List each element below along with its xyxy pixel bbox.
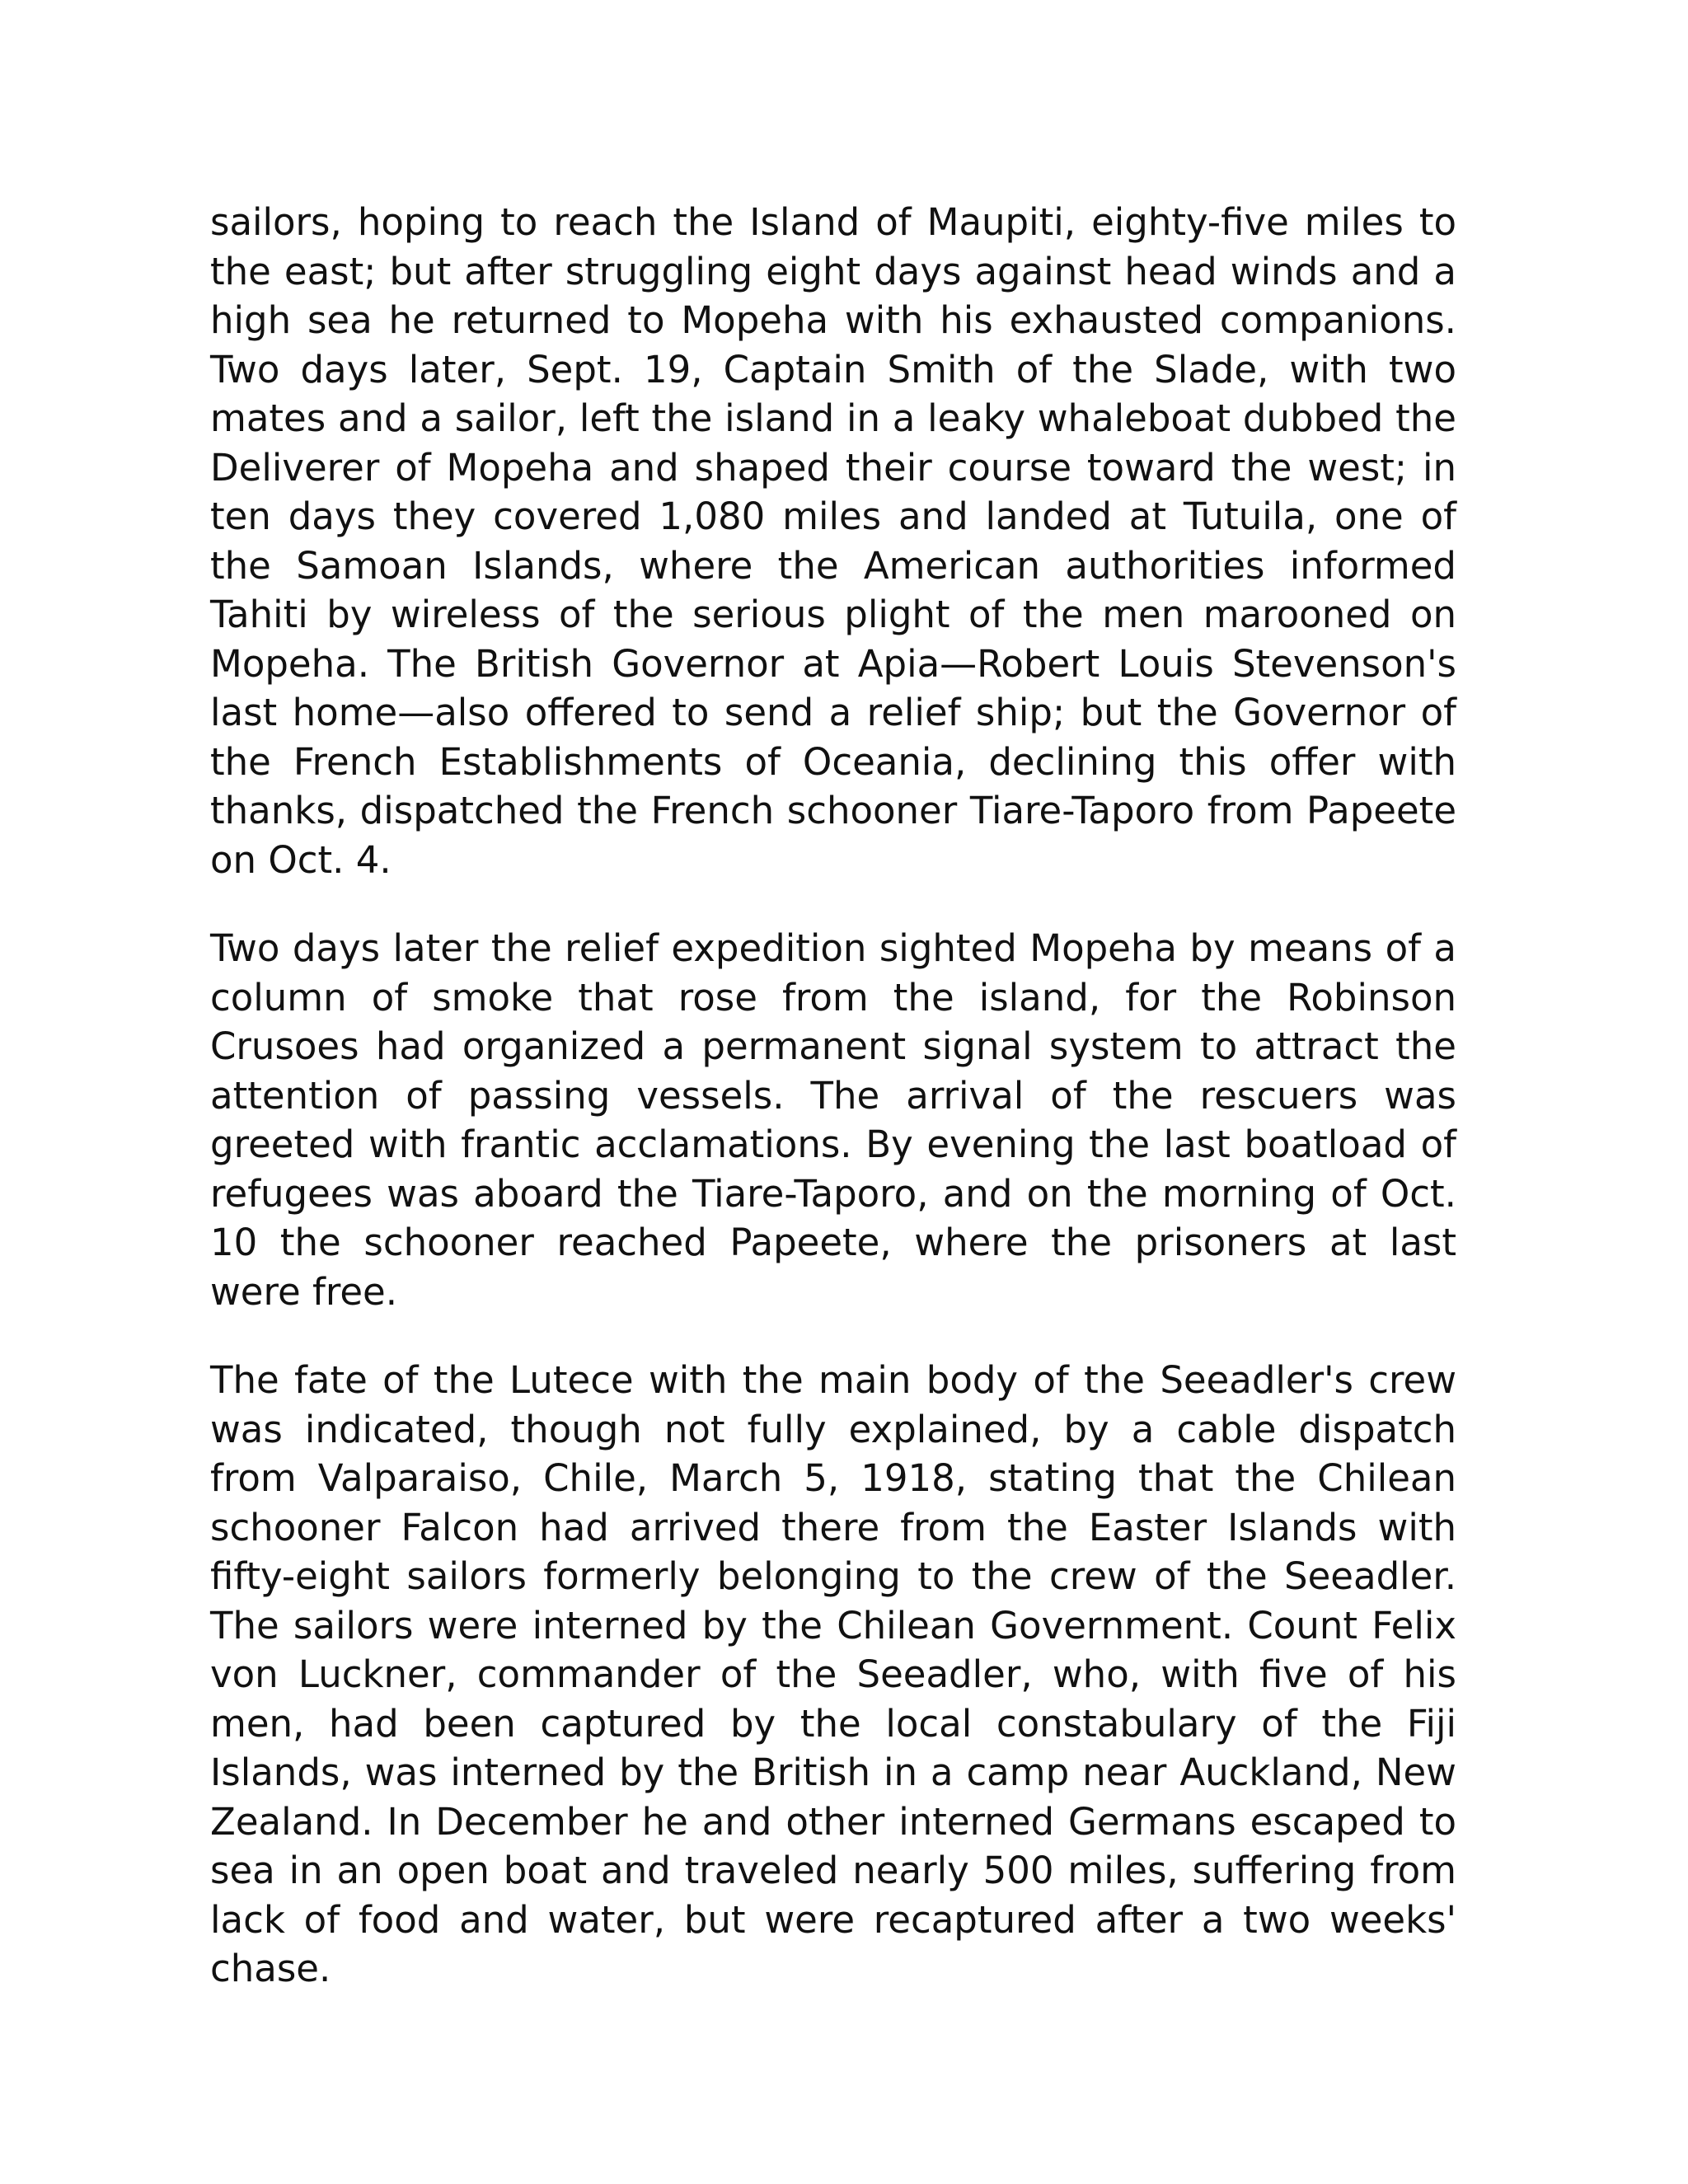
body-text: [210, 198, 1456, 2033]
paragraph-3: The fate of the Lutece with the main body of the Seeadler's crew was indicated, though not fully explained, by a cable dispatch from Valparaiso, Chile, March 5, 1918, stating that the Chilean schooner Falcon had arrived there from the Easter Islands with fifty-eight sailors formerly belonging to the crew of the Seeadler. The sailors were interned by the Chilean Government. Count Felix von Luckner, commander of the Seeadler, who, with five of his men, had been captured by the local constabulary of the Fiji Islands, was interned by the British in a camp near Auckland, New Zealand. In December he and other interned Germans escaped to sea in an open boat and traveled nearly 500 miles, suffering from lack of food and water, but were recaptured after a two weeks' chase.: [210, 1358, 1456, 1990]
paragraph-2: Two days later the relief expedition sighted Mopeha by means of a column of smoke that rose from the island, for the Robinson Crusoes had organized a permanent signal system to attract the attention of passing vessels. The arrival of the rescuers was greeted with frantic acclamations. By evening the last boatload of refugees was aboard the Tiare-Taporo, and on the morning of Oct. 10 the schooner reached Papeete, where the prisoners at last were free.: [210, 926, 1456, 1314]
paragraph-1: sailors, hoping to reach the Island of Maupiti, eighty-five miles to the east; but after struggling eight days against head winds and a high sea he returned to Mopeha with his exhausted companions. Two days later, Sept. 19, Captain Smith of the Slade, with two mates and a sailor, left the island in a leaky whaleboat dubbed the Deliverer of Mopeha and shaped their course toward the west; in ten days they covered 1,080 miles and landed at Tutuila, one of the Samoan Islands, where the American authorities informed Tahiti by wireless of the serious plight of the men marooned on Mopeha. The British Governor at Apia—Robert Louis Stevenson's last home—also offered to send a relief ship; but the Governor of the French Establishments of Oceania, declining this offer with thanks, dispatched the French schooner Tiare-Taporo from Papeete on Oct. 4.: [210, 200, 1456, 882]
